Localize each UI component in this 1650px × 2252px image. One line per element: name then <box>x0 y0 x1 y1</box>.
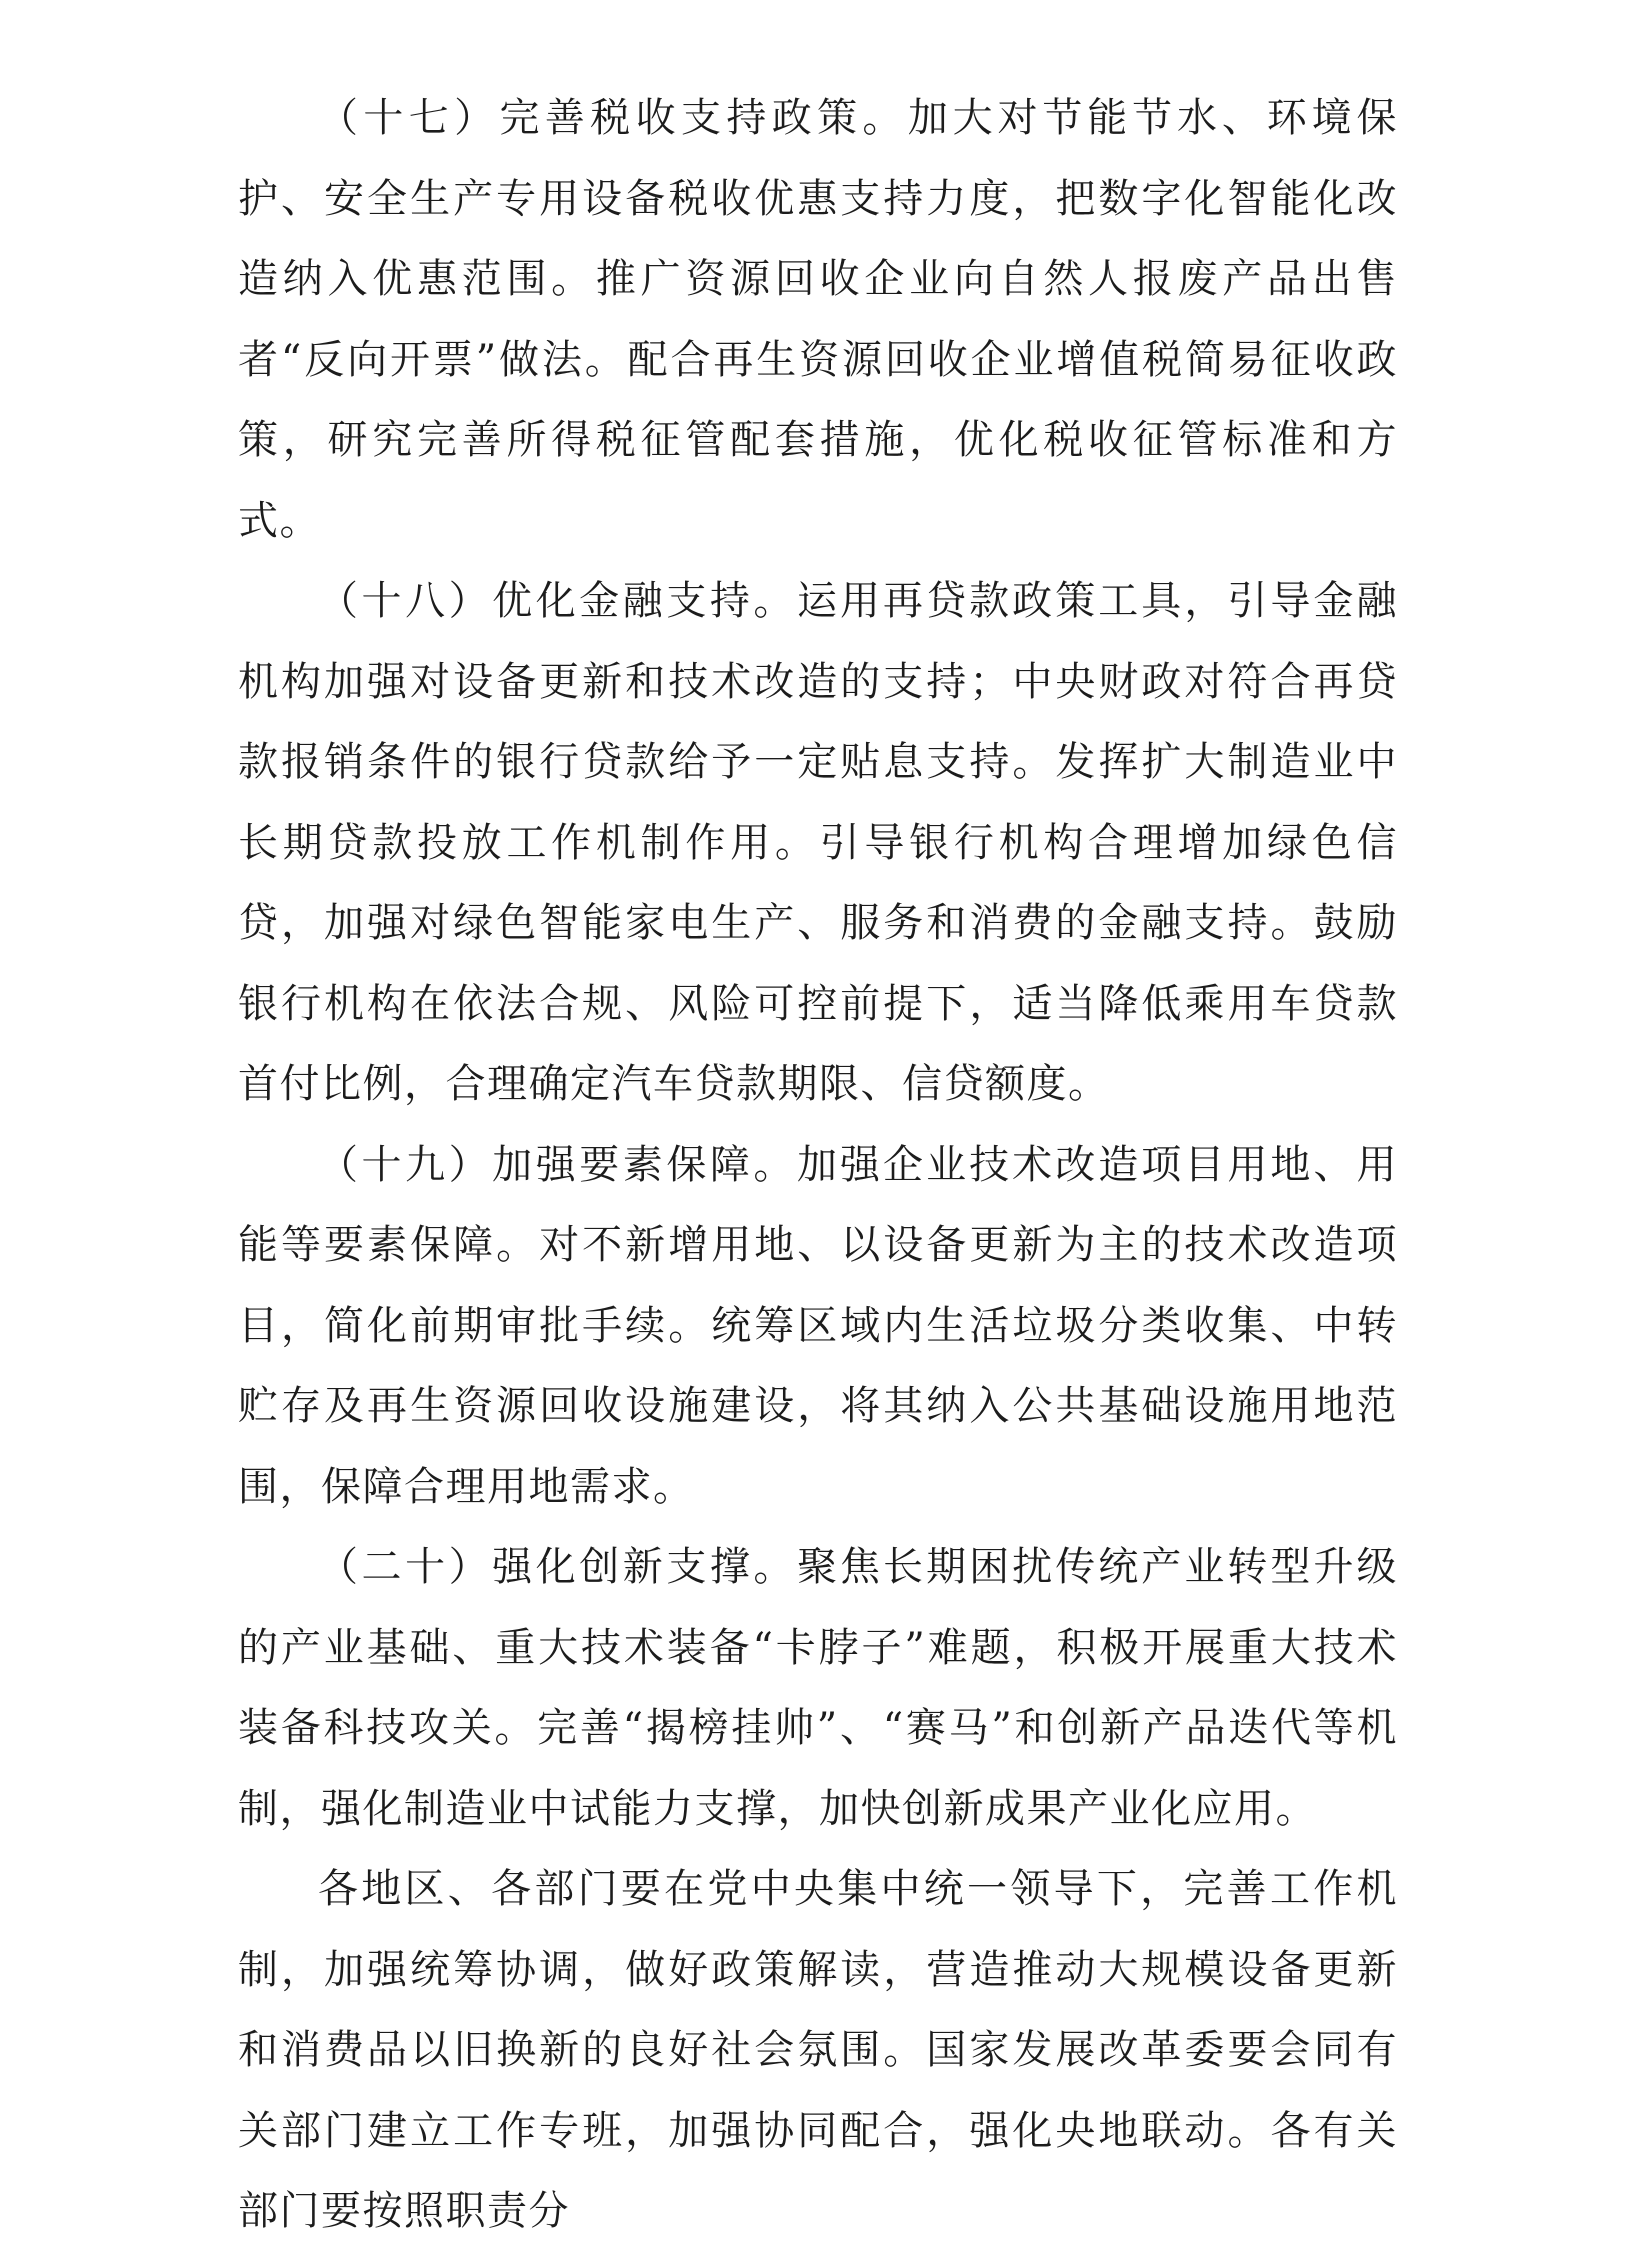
section-20-body: 聚焦长期困扰传统产业转型升级的产业基础、重大技术装备“卡脖子”难题，积极开展重大技术装备科技攻关。完善“揭榜挂帅”、“赛马”和创新产品迭代等机制，强化制造业中试能力支撑，加快创新成果产业化应用。 <box>238 1544 1399 1832</box>
closing-body: 各地区、各部门要在党中央集中统一领导下，完善工作机制，加强统筹协调，做好政策解读，营造推动大规模设备更新和消费品以旧换新的良好社会氛围。国家发展改革委要会同有关部门建立工作专班，加强协同配合，强化央地联动。各有关部门要按照职责分 <box>238 1866 1398 2234</box>
section-17-paragraph <box>238 78 1398 561</box>
document-body <box>238 78 1398 2252</box>
section-20-paragraph <box>238 1527 1398 1849</box>
section-17-body: 加大对节能节水、环境保护、安全生产专用设备税收优惠支持力度，把数字化智能化改造纳入优惠范围。推广资源回收企业向自然人报废产品出售者“反向开票”做法。配合再生资源回收企业增值税简易征收政策，研究完善所得税征管配套措施，优化税收征管标准和方式。 <box>238 95 1399 544</box>
section-18-heading: （十八）优化金融支持。 <box>318 578 797 624</box>
section-19-paragraph <box>238 1125 1398 1528</box>
section-19-heading: （十九）加强要素保障。 <box>318 1141 797 1188</box>
closing-paragraph <box>238 1849 1398 2252</box>
section-17-heading: （十七）完善税收支持政策。 <box>318 95 908 141</box>
section-19-body: 加强企业技术改造项目用地、用能等要素保障。对不新增用地、以设备更新为主的技术改造项目，简化前期审批手续。统筹区域内生活垃圾分类收集、中转贮存及再生资源回收设施建设，将其纳入公共基础设施用地范围，保障合理用地需求。 <box>238 1141 1399 1510</box>
section-18-paragraph <box>238 561 1398 1125</box>
section-18-body: 运用再贷款政策工具，引导金融机构加强对设备更新和技术改造的支持；中央财政对符合再贷款报销条件的银行贷款给予一定贴息支持。发挥扩大制造业中长期贷款投放工作机制作用。引导银行机构合理增加绿色信贷，加强对绿色智能家电生产、服务和消费的金融支持。鼓励银行机构在依法合规、风险可控前提下，适当降低乘用车贷款首付比例，合理确定汽车贷款期限、信贷额度。 <box>238 578 1399 1107</box>
section-20-heading: （二十）强化创新支撑。 <box>318 1544 797 1590</box>
